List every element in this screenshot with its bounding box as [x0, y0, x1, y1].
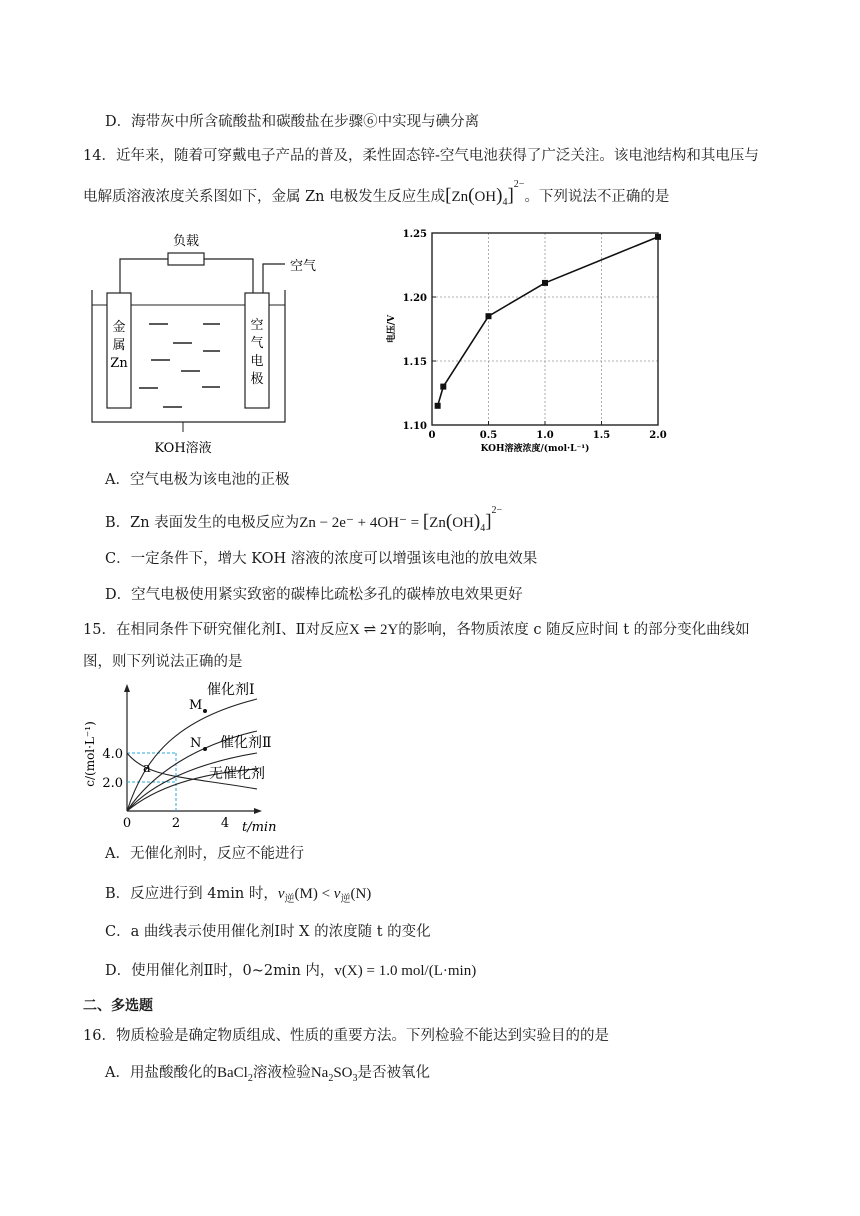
y-tick-label: 1.10	[402, 421, 427, 432]
x-axis-label: KOH溶液浓度/(mol·L⁻¹)	[480, 444, 590, 454]
svg-text:Zn: Zn	[110, 356, 128, 371]
zincate-ion: $[Zn(OH)_4]^{2-}$	[445, 179, 525, 208]
load-resistor	[168, 253, 204, 265]
point-m	[203, 709, 207, 713]
y-tick-label: 4.0	[102, 747, 123, 762]
section-title-multiple-choice: 二、多选题	[83, 998, 153, 1014]
q14-stem-text-a: 电解质溶液浓度关系图如下，金属 Zn 电极发生反应生成	[83, 189, 446, 205]
q14-option-a: A．空气电极为该电池的正极	[105, 472, 290, 488]
data-point	[542, 280, 548, 286]
q14-option-d: D．空气电极使用紧实致密的碳棒比疏松多孔的碳棒放电效果更好	[105, 587, 523, 603]
rate-comparison: $v_逆(M) < v_逆(N)$	[277, 886, 372, 905]
q15-stem-line2: 图，则下列说法正确的是	[83, 654, 243, 670]
zinc-electrode-equation: $Zn - 2e^- + 4OH^- = [Zn(OH)_4]^{2-}$	[299, 505, 503, 534]
q15-option-b: B．反应进行到 4min 时，$v_逆(M) < v_逆(N)$	[105, 886, 372, 905]
q15-option-a: A．无催化剂时，反应不能进行	[105, 846, 304, 862]
q14-stem-text-b: 。下列说法不正确的是	[524, 189, 670, 205]
x-tick-label: 1.5	[592, 430, 611, 441]
catalyst-1-label: 催化剂Ⅰ	[207, 682, 255, 698]
load-label: 负载	[172, 234, 200, 249]
data-point	[655, 234, 661, 240]
q15-option-d: D．使用催化剂Ⅱ时，0~2min 内，v(X) = 1.0 mol/(L·min)	[105, 963, 477, 979]
q15-option-c: C．a 曲线表示使用催化剂Ⅰ时 X 的浓度随 t 的变化	[105, 924, 431, 940]
data-point	[435, 403, 441, 409]
voltage-concentration-chart	[380, 225, 680, 454]
x-axis-label: t/min	[242, 820, 277, 835]
x-tick-label: 2.0	[649, 430, 667, 441]
point-n-label: N	[190, 736, 202, 751]
q13-option-d: D．海带灰中所含硫酸盐和碳酸盐在步骤⑥中实现与碘分离	[105, 114, 480, 130]
y-tick-label: 1.25	[402, 229, 427, 240]
q16-stem: 16．物质检验是确定物质组成、性质的重要方法。下列检验不能达到实验目的的是	[83, 1028, 609, 1044]
y-tick-label: 1.20	[402, 293, 427, 304]
q14-stem-line1: 14．近年来，随着可穿戴电子产品的普及，柔性固态锌-空气电池获得了广泛关注。该电池结构和其电压与	[83, 148, 759, 164]
x-tick-label: 0	[122, 816, 132, 831]
x-tick-label: 0.5	[479, 430, 498, 441]
y-tick-label: 2.0	[102, 776, 123, 791]
catalyst-2-label: 催化剂Ⅱ	[220, 735, 272, 751]
point-m-label: M	[189, 698, 203, 713]
x-tick-label: 4	[220, 816, 230, 831]
svg-text:属: 属	[112, 338, 126, 353]
voltage-series-line	[438, 237, 658, 406]
data-point	[440, 384, 446, 390]
no-catalyst-label: 无催化剂	[209, 766, 265, 782]
x-tick-label: 2	[171, 816, 181, 831]
q16-option-a: A．用盐酸酸化的BaCl$_2$溶液检验$Na_2SO_3$是否被氧化	[105, 1065, 431, 1084]
y-axis-label: c/(mol·L⁻¹)	[83, 721, 97, 787]
y-axis-label: 电压/V	[387, 314, 397, 344]
point-n	[203, 747, 207, 751]
svg-text:气: 气	[250, 336, 264, 351]
svg-text:电: 电	[250, 354, 264, 369]
svg-text:金: 金	[112, 320, 126, 335]
q14-option-b: B．Zn 表面发生的电极反应为$Zn - 2e^- + 4OH^- = [Zn(OH)_4]^{2-}$	[105, 505, 503, 534]
electrolyte-marks	[139, 324, 220, 407]
koh-solution-label: KOH溶液	[154, 441, 212, 456]
x-tick-label: 1.0	[536, 430, 554, 441]
q14-stem-line2	[83, 179, 670, 213]
svg-text:空: 空	[250, 318, 264, 333]
x-tick-label: 0	[428, 430, 436, 441]
data-point	[486, 313, 492, 319]
a-curve-label: a	[143, 761, 151, 776]
air-label: 空气	[290, 259, 317, 274]
battery-cell-diagram	[80, 228, 317, 460]
y-tick-label: 1.15	[402, 357, 427, 368]
svg-text:极: 极	[250, 372, 264, 387]
q14-option-c: C．一定条件下，增大 KOH 溶液的浓度可以增强该电池的放电效果	[105, 551, 538, 567]
x-axis-arrow	[254, 808, 262, 814]
y-axis-arrow	[124, 684, 130, 692]
q15-stem-line1: 15．在相同条件下研究催化剂Ⅰ、Ⅱ对反应X ⇌ 2Y的影响，各物质浓度 c 随反应时间 t 的部分变化曲线如	[83, 622, 750, 638]
concentration-time-chart	[80, 676, 280, 838]
